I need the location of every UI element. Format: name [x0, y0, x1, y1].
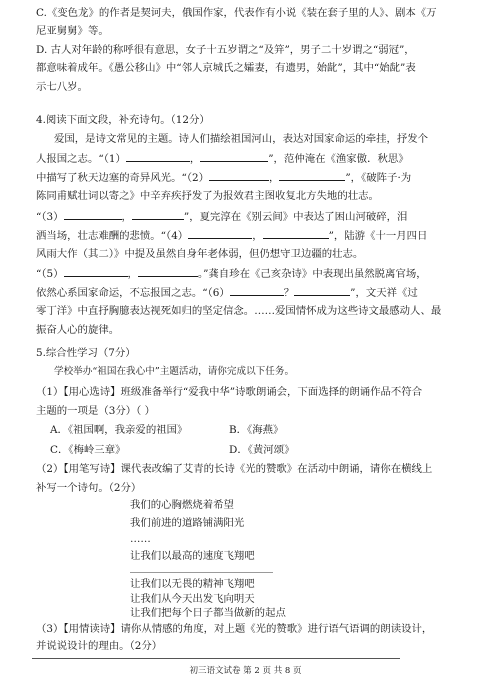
answer-blank-4b[interactable]	[263, 228, 329, 239]
poem-line-6: 让我们把每个日子都当做新的起点	[130, 607, 286, 619]
poem-line-2: 我们前进的道路铺满阳光	[130, 517, 245, 529]
option-c-line-1: C.《变色龙》的作者是契诃夫，俄国作家，代表作有小说《装在套子里的人》、剧本《万	[36, 7, 437, 19]
blank-label-3: “（3）	[36, 211, 64, 223]
q5-sub3-line-2: 并说说设计的理由。（2分）	[36, 640, 163, 652]
poem-answer-blank[interactable]	[130, 572, 273, 573]
comma: ，	[121, 211, 132, 223]
q4-para-line-9	[36, 285, 418, 300]
comma: ，	[252, 230, 263, 242]
q5-intro: 学校举办“祖国在我心中”主题活动，请你完成以下任务。	[54, 366, 295, 377]
q4-heading: 4.阅读下面文段，补充诗句。（12分）	[36, 114, 210, 126]
option-c-line-2: 尼亚舅舅》等。	[36, 25, 109, 37]
q4-para-line-4: 陈同甫赋壮词以寄之》中辛弃疾抒发了为报效君主图收复北方失地的壮志。	[36, 190, 379, 202]
q4-para-line-10: 零丁洋》中直抒胸臆表达视死如归的坚定信念。……爱国情怀成为这些诗文最感动人、最	[36, 305, 442, 317]
option-a: A．《祖国啊，我亲爱的祖国》	[50, 424, 188, 436]
poem-ellipsis: ……	[130, 533, 151, 545]
q4-para-line-2	[36, 151, 409, 166]
q5-sub3-line-1: （3）【用情读诗】请你从情感的角度，对上题《光的赞歌》进行语气语调的朗读设计，	[36, 623, 433, 635]
blank-label-5: “（5）	[36, 268, 64, 280]
answer-blank-3b[interactable]	[132, 209, 184, 220]
poem-line-4: 让我们以无畏的精神飞翔吧	[130, 578, 255, 590]
poem-line-3: 让我们以最高的速度飞翔吧	[130, 550, 255, 562]
blank-suffix-6: ”，文天祥《过	[350, 287, 418, 299]
comma: ，	[189, 153, 201, 165]
q5-heading: 5.综合性学习（7分）	[36, 347, 136, 359]
poem-line-5: 让我们从今天出发飞向明天	[130, 593, 255, 605]
blank-label-1: 人报国之志。“（1）	[36, 153, 126, 165]
blank-label-6: 依然心系国家命运，不忘报国之志。“（6）	[36, 287, 230, 299]
q4-para-line-7: 风雨大作（其二）》中提及虽然自身年老体弱，但仍想守卫边疆的壮志。	[36, 248, 364, 260]
option-d: D．《黄河颂》	[229, 444, 295, 456]
answer-blank-1b[interactable]	[200, 151, 268, 162]
q4-para-line-6	[36, 228, 427, 243]
question-mark: ？	[283, 287, 295, 299]
q5-sub2-line-2: 补写一个诗句。（2分）	[36, 482, 142, 494]
poem-line-1: 我们的心胸燃烧着希望	[130, 499, 234, 511]
answer-blank-6b[interactable]	[294, 285, 350, 296]
footer-divider	[32, 658, 400, 659]
answer-blank-5b[interactable]	[138, 266, 198, 277]
blank-suffix-5: 。”龚自珍在《己亥杂诗》中表现出虽然脱离官场，	[197, 268, 427, 280]
blank-suffix-1: ”，范仲淹在《渔家傲．秋思》	[268, 153, 409, 165]
answer-blank-6a[interactable]	[230, 285, 284, 296]
blank-label-4: 洒当场，壮志难酬的悲愤。“（4）	[36, 230, 189, 242]
option-d-line-2: 都意味着成年。《愚公移山》中“邻人京城氏之孀妻，有遗男，始龀”，其中“始龀”表	[36, 62, 416, 74]
q5-sub1-line-2: 主题的一项是（3分）（ ）	[36, 405, 156, 417]
q4-para-line-1: 爱国，是诗文常见的主题。诗人们描绘祖国河山，表达对国家命运的牵挂，抒发个	[54, 133, 429, 145]
answer-blank-1a[interactable]	[126, 151, 190, 162]
page-footer: 初三语文试卷 第 2 页 共 8 页	[189, 666, 302, 676]
q5-sub1-line-1: （1）【用心选诗】班级准备举行“爱我中华”诗歌朗诵会，下面选择的朗诵作品不符合	[36, 386, 423, 398]
blank-suffix-4: ”，陆游《十一月四日	[328, 230, 428, 242]
q4-para-line-8	[36, 266, 427, 281]
option-d-line-3: 示七八岁。	[36, 81, 88, 93]
answer-blank-3a[interactable]	[64, 209, 122, 220]
answer-blank-5a[interactable]	[64, 266, 128, 277]
comma: ，	[268, 172, 280, 184]
blank-suffix-3: ”，夏完淳在《别云间》中表达了困山河破碎，泪	[183, 211, 408, 223]
blank-label-2: 中描写了秋天边塞的奇异风光。“（2）	[36, 172, 209, 184]
q4-para-line-3	[36, 170, 411, 185]
answer-blank-2a[interactable]	[209, 170, 269, 181]
q5-sub2-line-1: （2）【用笔写诗】课代表改编了艾青的长诗《光的赞歌》在活动中朗诵，请你在横线上	[36, 463, 433, 475]
option-b: B．《海燕》	[229, 424, 284, 436]
answer-blank-2b[interactable]	[279, 170, 345, 181]
q4-para-line-5	[36, 209, 407, 224]
answer-blank-4a[interactable]	[188, 228, 252, 239]
comma: ，	[127, 268, 138, 280]
q4-para-line-11: 振奋人心的旋律。	[36, 324, 120, 336]
option-d-line-1: D. 古人对年龄的称呼很有意思，女子十五岁谓之“及笄”，男子二十岁谓之“弱冠”，	[36, 44, 415, 56]
blank-suffix-2: ”，《破阵子·为	[345, 172, 412, 184]
option-c: C．《梅岭三章》	[50, 444, 126, 456]
